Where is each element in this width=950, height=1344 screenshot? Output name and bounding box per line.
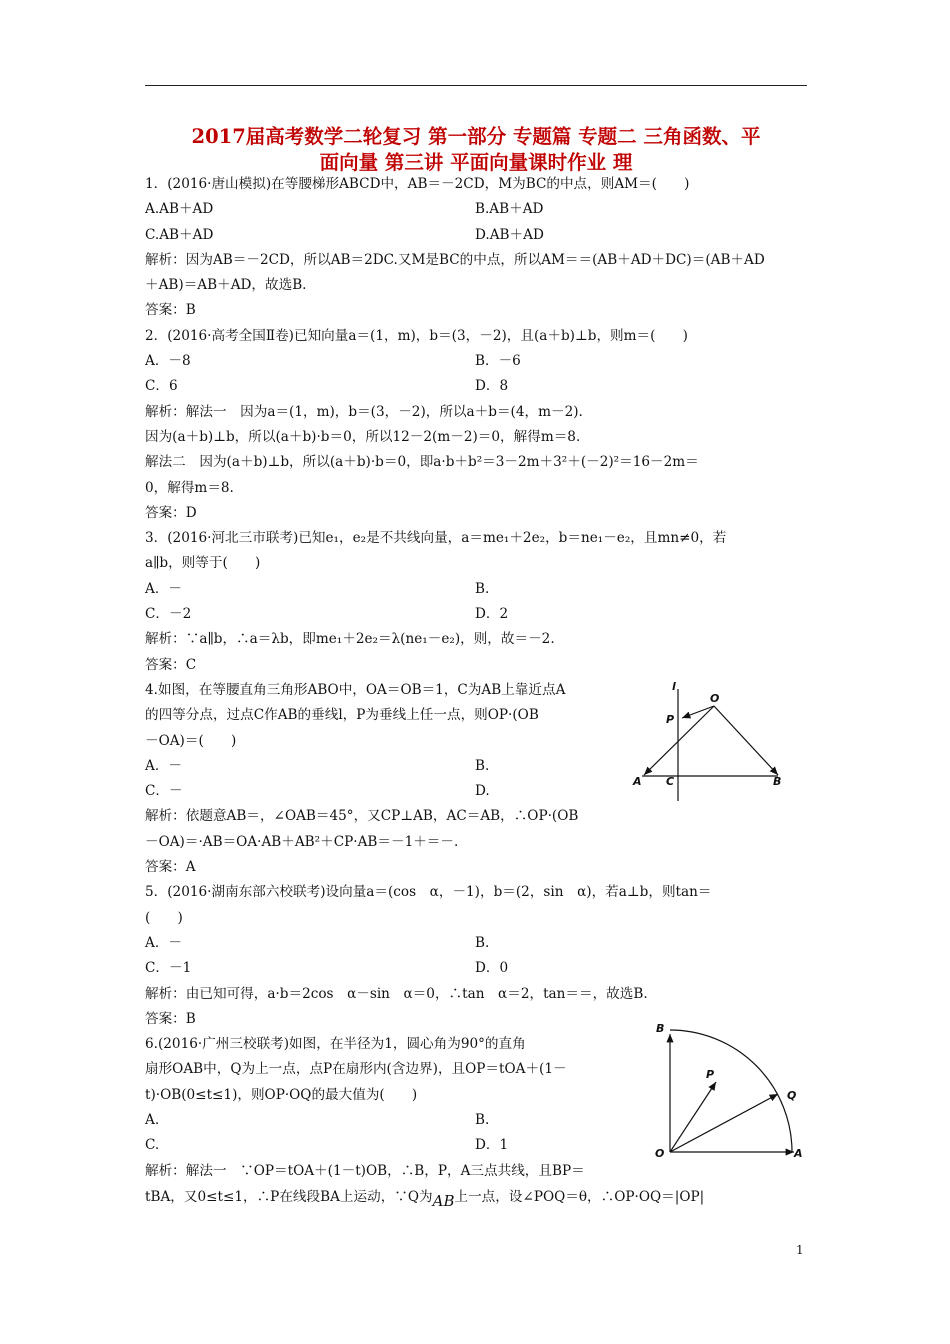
q6-option-b: B. xyxy=(475,1111,490,1128)
q5-option-b: B. xyxy=(475,934,490,951)
q1-solution-line: ＋AB)＝AB＋AD，故选B. xyxy=(145,277,307,294)
q2-solution-line: 0，解得m＝8. xyxy=(145,479,234,496)
q2-solution-line: 解法二 因为(a＋b)⊥b，所以(a＋b)·b＝0，即a·b＋b²＝3－2m＋3²＋(－2)²＝16－2m＝ xyxy=(145,454,699,471)
label-a: A xyxy=(633,775,642,788)
q2-option-c: C．6 xyxy=(145,378,178,395)
label-p: P xyxy=(706,1068,715,1081)
q4-stem: 4.如图，在等腰直角三角形ABO中，OA＝OB＝1，C为AB上靠近点A xyxy=(145,681,566,698)
q6-solution-part: tBA，又0≤t≤1，∴P在线段BA上运动，∵Q为 xyxy=(145,1188,433,1205)
label-p: P xyxy=(666,713,675,726)
q1-option-b: B.AB＋AD xyxy=(475,201,544,218)
q4-option-c: C．－ xyxy=(145,783,183,800)
q6-solution-part: 上一点，设∠POQ＝θ，∴OP·OQ＝|OP| xyxy=(454,1188,705,1205)
q3-option-b: B. xyxy=(475,580,490,597)
page-number: 1 xyxy=(796,1243,804,1257)
q6-option-d: D．1 xyxy=(475,1137,509,1154)
q3-option-a: A．－ xyxy=(145,580,183,597)
q2-stem: 2．(2016·高考全国Ⅱ卷)已知向量a＝(1，m)，b＝(3，－2)，且(a＋b)⊥b，则m＝( ) xyxy=(145,327,688,344)
q2-answer: 答案：D xyxy=(145,504,197,521)
q5-option-d: D．0 xyxy=(475,960,509,977)
q5-solution-line: 解析：由已知可得，a·b＝2cos α－sin α＝0，∴tan α＝2，tan＝＝，故选B. xyxy=(145,985,648,1002)
q4-option-a: A．－ xyxy=(145,757,183,774)
q5-stem: 5．(2016·湖南东部六校联考)设向量a＝(cos α，－1)，b＝(2，sin α)，若a⊥b，则tan＝ xyxy=(145,884,712,901)
label-b: B xyxy=(656,1022,665,1035)
q2-option-b: B．－6 xyxy=(475,353,521,370)
q2-options-ab xyxy=(145,349,807,374)
vector-op xyxy=(670,1082,716,1152)
q4-option-b: B. xyxy=(475,757,490,774)
sector-figure xyxy=(650,1020,810,1165)
label-o: O xyxy=(655,1147,665,1160)
q1-options-ab xyxy=(145,197,807,222)
q1-option-c: C.AB＋AD xyxy=(145,226,214,243)
vector-oa xyxy=(644,706,714,775)
q3-answer: 答案：C xyxy=(145,656,197,673)
title-line-1: 2017届高考数学二轮复习 第一部分 专题篇 专题二 三角函数、平 xyxy=(191,125,761,148)
q6-stem: t)·OB(0≤t≤1)，则OP·OQ的最大值为( ) xyxy=(145,1086,418,1103)
title-line-2: 面向量 第三讲 平面向量课时作业 理 xyxy=(319,151,633,174)
label-a: A xyxy=(794,1147,803,1160)
label-b: B xyxy=(773,775,782,788)
q1-options-cd xyxy=(145,223,807,248)
label-q: Q xyxy=(787,1089,797,1102)
q6-stem: 扇形OAB中，Q为上一点，点P在扇形内(含边界)，且OP＝tOA＋(1－ xyxy=(145,1061,567,1078)
q3-options-ab xyxy=(145,577,807,602)
q4-stem: 的四等分点，过点C作AB的垂线l，P为垂线上任一点，则OP·(OB xyxy=(145,707,539,724)
q6-option-a: A. xyxy=(145,1111,160,1128)
q6-solution-line xyxy=(145,1184,807,1209)
document-title xyxy=(145,124,807,176)
q2-option-d: D．8 xyxy=(475,378,509,395)
q3-solution-line: 解析：∵a∥b，∴a＝λb，即me₁＋2e₂＝λ(ne₁－e₂)，则，故＝－2. xyxy=(145,631,555,648)
q4-solution-line: －OA)＝·AB＝OA·AB＋AB²＋CP·AB＝－1＋＝－. xyxy=(145,833,459,850)
header-rule xyxy=(145,85,807,86)
q6-solution-line: 解析：解法一 ∵OP＝tOA＋(1－t)OB，∴B，P，A三点共线，且BP＝ xyxy=(145,1162,585,1179)
arc-ab-symbol: AB xyxy=(432,1191,455,1210)
q2-solution-line: 解析：解法一 因为a＝(1，m)，b＝(3，－2)，所以a＋b＝(4，m－2). xyxy=(145,403,583,420)
label-c: C xyxy=(666,775,675,788)
q3-stem: a∥b，则等于( ) xyxy=(145,555,261,572)
triangle-figure xyxy=(628,674,793,804)
q5-answer: 答案：B xyxy=(145,1010,196,1027)
q4-answer: 答案：A xyxy=(145,859,196,876)
q2-option-a: A．－8 xyxy=(145,353,191,370)
q5-options-cd xyxy=(145,956,807,981)
q2-options-cd xyxy=(145,374,807,399)
vector-oq xyxy=(670,1094,778,1152)
q3-option-d: D．2 xyxy=(475,606,509,623)
q1-option-d: D.AB＋AD xyxy=(475,226,544,243)
vector-op xyxy=(682,706,714,718)
label-o: O xyxy=(710,692,720,705)
q5-stem: ( ) xyxy=(145,909,183,926)
q1-option-a: A.AB＋AD xyxy=(145,201,214,218)
q3-stem: 3．(2016·河北三市联考)已知e₁，e₂是不共线向量，a＝me₁＋2e₂，b＝ne₁－e₂，且mn≠0，若 xyxy=(145,530,727,547)
q4-solution-line: 解析：依题意AB＝，∠OAB＝45°，又CP⊥AB，AC＝AB，∴OP·(OB xyxy=(145,808,579,825)
q1-answer: 答案：B xyxy=(145,302,196,319)
q3-options-cd xyxy=(145,602,807,627)
label-l: l xyxy=(672,680,676,693)
q1-solution-line: 解析：因为AB＝－2CD，所以AB＝2DC.又M是BC的中点，所以AM＝＝(AB＋AD＋DC)＝(AB＋AD xyxy=(145,251,765,268)
q1-stem: 1．(2016·唐山模拟)在等腰梯形ABCD中，AB＝－2CD，M为BC的中点，则AM＝( ) xyxy=(145,176,690,192)
q4-stem: －OA)＝( ) xyxy=(145,732,237,749)
q6-stem: 6.(2016·广州三校联考)如图，在半径为1，圆心角为90°的直角 xyxy=(145,1036,526,1053)
q3-option-c: C．－2 xyxy=(145,606,192,623)
q5-option-a: A．－ xyxy=(145,934,183,951)
arc-ab xyxy=(670,1030,792,1152)
vector-ob xyxy=(714,706,778,775)
q6-option-c: C. xyxy=(145,1137,160,1154)
q4-option-d: D. xyxy=(475,783,490,800)
q2-solution-line: 因为(a＋b)⊥b，所以(a＋b)·b＝0，所以12－2(m－2)＝0，解得m＝8. xyxy=(145,428,581,445)
q5-options-ab xyxy=(145,931,807,956)
q5-option-c: C．－1 xyxy=(145,960,192,977)
